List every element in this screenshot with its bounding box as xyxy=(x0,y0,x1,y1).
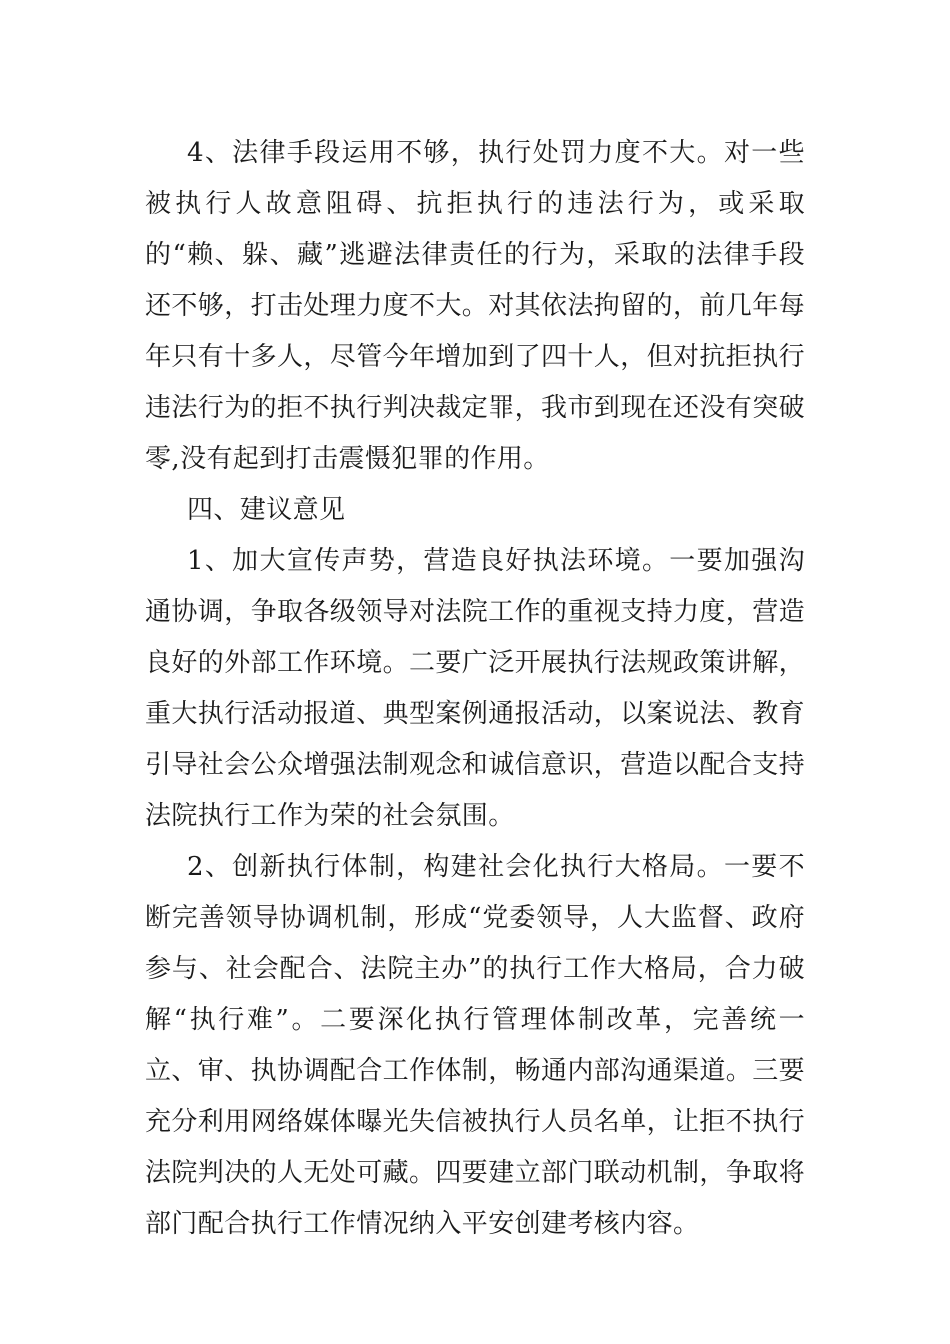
paragraph-suggestion-2: 2、创新执行体制，构建社会化执行大格局。一要不断完善领导协调机制，形成“党委领导，人大监督、政府参与、社会配合、法院主办”的执行工作大格局，合力破解“执行难”。二要深化执行管理体制改革，完善统一立、审、执协调配合工作体制，畅通内部沟通渠道。三要充分利用网络媒体曝光失信被执行人员名单，让拒不执行法院判决的人无处可藏。四要建立部门联动机制，争取将部门配合执行工作情况纳入平安创建考核内容。 xyxy=(145,852,806,1239)
paragraph-law-enforcement-issue: 4、法律手段运用不够，执行处罚力度不大。对一些被执行人故意阻碍、抗拒执行的违法行为，或采取的“赖、躲、藏”逃避法律责任的行为，采取的法律手段还不够，打击处理力度不大。对其依法拘留的，前几年每年只有十多人，尽管今年增加到了四十人，但对抗拒执行违法行为的拒不执行判决裁定罪，我市到现在还没有突破零,没有起到打击震慑犯罪的作用。 xyxy=(145,138,806,474)
document-page xyxy=(145,128,805,1250)
section-heading-suggestions: 四、建议意见 xyxy=(187,495,346,525)
paragraph-suggestion-1: 1、加大宣传声势，营造良好执法环境。一要加强沟通协调，争取各级领导对法院工作的重视支持力度，营造良好的外部工作环境。二要广泛开展执行法规政策讲解，重大执行活动报道、典型案例通报活动，以案说法、教育引导社会公众增强法制观念和诚信意识，营造以配合支持法院执行工作为荣的社会氛围。 xyxy=(145,546,806,831)
